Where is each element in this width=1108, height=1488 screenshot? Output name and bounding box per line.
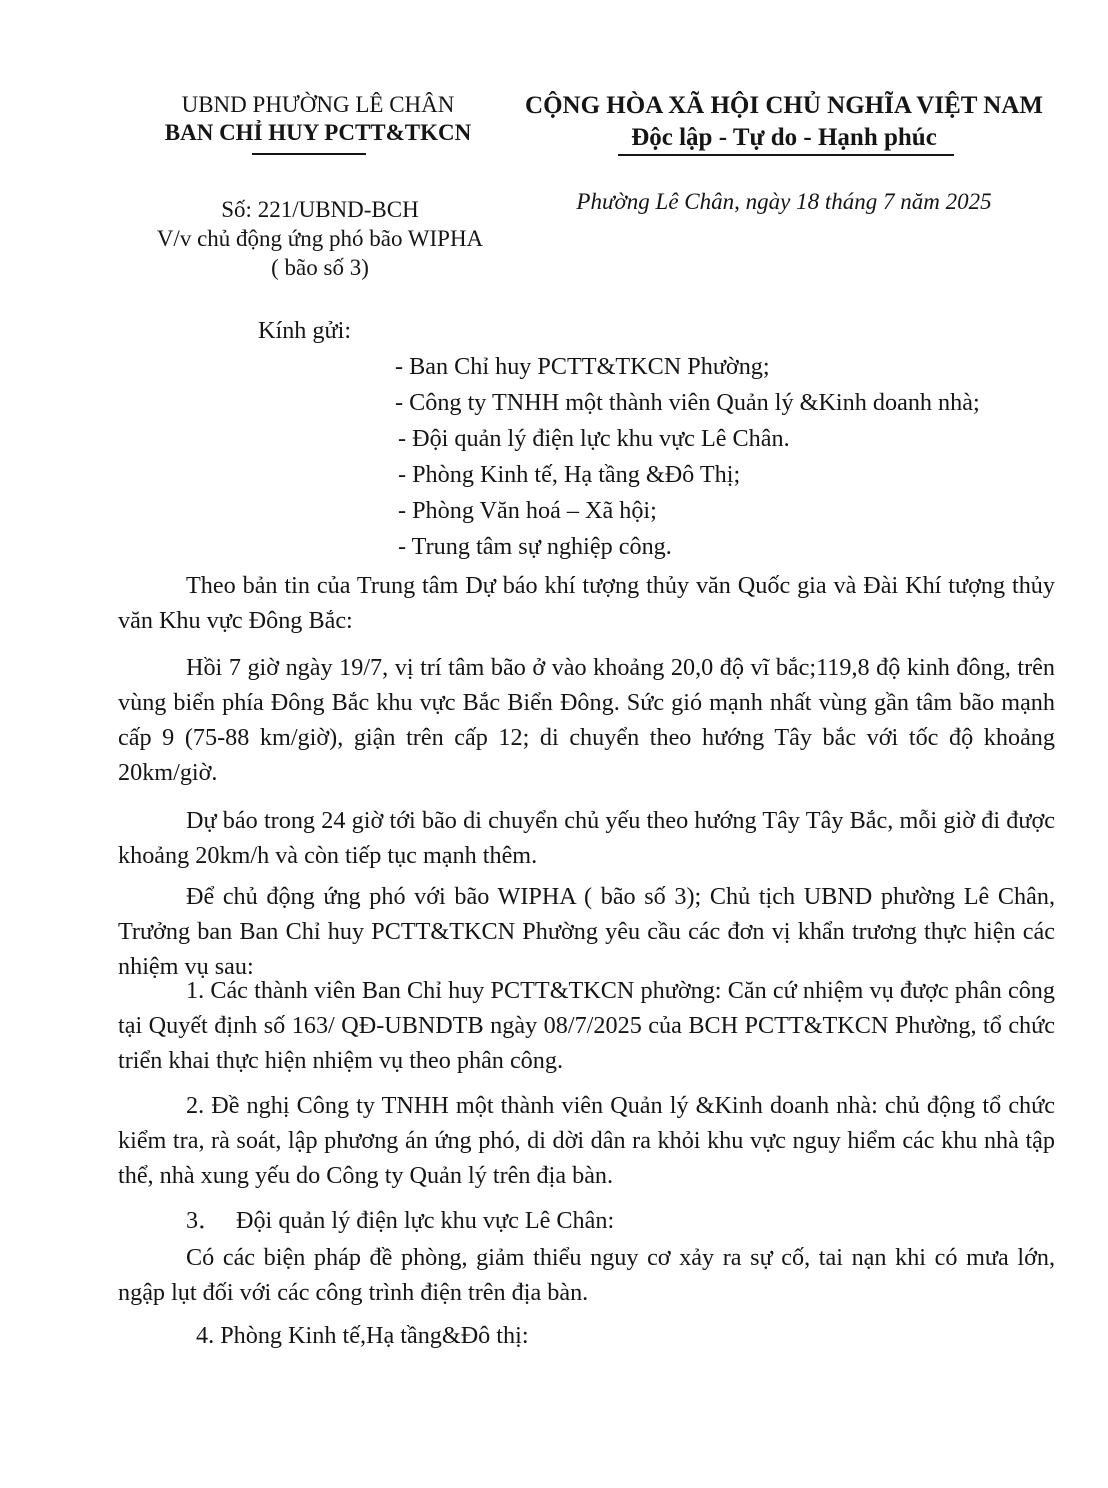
body-paragraph-intro: Theo bản tin của Trung tâm Dự báo khí tượng thủy văn Quốc gia và Đài Khí tượng thủy văn Khu vực Đông Bắc:	[118, 572, 1055, 634]
document-subject: V/v chủ động ứng phó bão WIPHA	[156, 226, 484, 251]
recipient-item: - Phòng Kinh tế, Hạ tầng &Đô Thị;	[398, 461, 741, 488]
document-subject-note: ( bão số 3)	[271, 255, 369, 280]
task-4-heading: 4. Phòng Kinh tế,Hạ tầng&Đô thị:	[196, 1322, 529, 1349]
issuing-committee: BAN CHỈ HUY PCTT&TKCN	[164, 120, 472, 145]
body-paragraph-forecast: Dự báo trong 24 giờ tới bão di chuyển chủ yếu theo hướng Tây Tây Bắc, mỗi giờ đi được khoảng 20km/h và còn tiếp tục mạnh thêm.	[118, 807, 1055, 869]
body-paragraph-directive: Để chủ động ứng phó với bão WIPHA ( bão số 3); Chủ tịch UBND phường Lê Chân, Trưởng ban Ban Chỉ huy PCTT&TKCN Phường yêu cầu các đơn vị khẩn trương thực hiện các nhiệm vụ sau:	[118, 883, 1055, 980]
task-3-heading	[186, 1200, 614, 1235]
recipients-greeting: Kính gửi:	[258, 317, 352, 344]
nation-title: CỘNG HÒA XÃ HỘI CHỦ NGHĨA VIỆT NAM	[525, 92, 1043, 119]
body-paragraph-storm-position: Hồi 7 giờ ngày 19/7, vị trí tâm bão ở vào khoảng 20,0 độ vĩ bắc;119,8 độ kinh đông, trên vùng biển phía Đông Bắc khu vực Bắc Biển Đông. Sức gió mạnh nhất vùng gần tâm bão mạnh cấp 9 (75-88 km/giờ), giận trên cấp 12; di chuyển theo hướng Tây bắc với tốc độ khoảng 20km/giờ.	[118, 654, 1055, 786]
recipient-item: - Ban Chỉ huy PCTT&TKCN Phường;	[395, 353, 770, 380]
place-date: Phường Lê Chân, ngày 18 tháng 7 năm 2025	[576, 189, 992, 214]
task-3-title: Đội quản lý điện lực khu vực Lê Chân:	[236, 1207, 615, 1234]
issuing-authority: UBND PHƯỜNG LÊ CHÂN	[181, 92, 455, 117]
task-3-body: Có các biện pháp đề phòng, giảm thiểu nguy cơ xảy ra sự cố, tai nạn khi có mưa lớn, ngập lụt đối với các công trình điện trên địa bàn.	[118, 1244, 1055, 1306]
motto-underline	[618, 154, 954, 156]
task-1: 1. Các thành viên Ban Chỉ huy PCTT&TKCN phường: Căn cứ nhiệm vụ được phân công tại Quyết định số 163/ QĐ-UBNDTB ngày 08/7/2025 của BCH PCTT&TKCN Phường, tổ chức triển khai thực hiện nhiệm vụ theo phân công.	[118, 977, 1055, 1074]
task-2: 2. Đề nghị Công ty TNHH một thành viên Quản lý &Kinh doanh nhà: chủ động tổ chức kiểm tra, rà soát, lập phương án ứng phó, di dời dân ra khỏi khu vực nguy hiểm các khu nhà tập thể, nhà xung yếu do Công ty Quản lý trên địa bàn.	[118, 1092, 1055, 1189]
task-3-number: 3．	[186, 1207, 223, 1234]
committee-underline	[252, 153, 366, 155]
recipient-item: - Trung tâm sự nghiệp công.	[398, 533, 672, 560]
recipient-item: - Đội quản lý điện lực khu vực Lê Chân.	[398, 425, 790, 452]
recipient-item: - Công ty TNHH một thành viên Quản lý &Kinh doanh nhà;	[395, 389, 980, 416]
recipient-item: - Phòng Văn hoá – Xã hội;	[398, 497, 657, 524]
national-motto: Độc lập - Tự do - Hạnh phúc	[631, 124, 937, 151]
document-number: Số: 221/UBND-BCH	[221, 197, 419, 222]
